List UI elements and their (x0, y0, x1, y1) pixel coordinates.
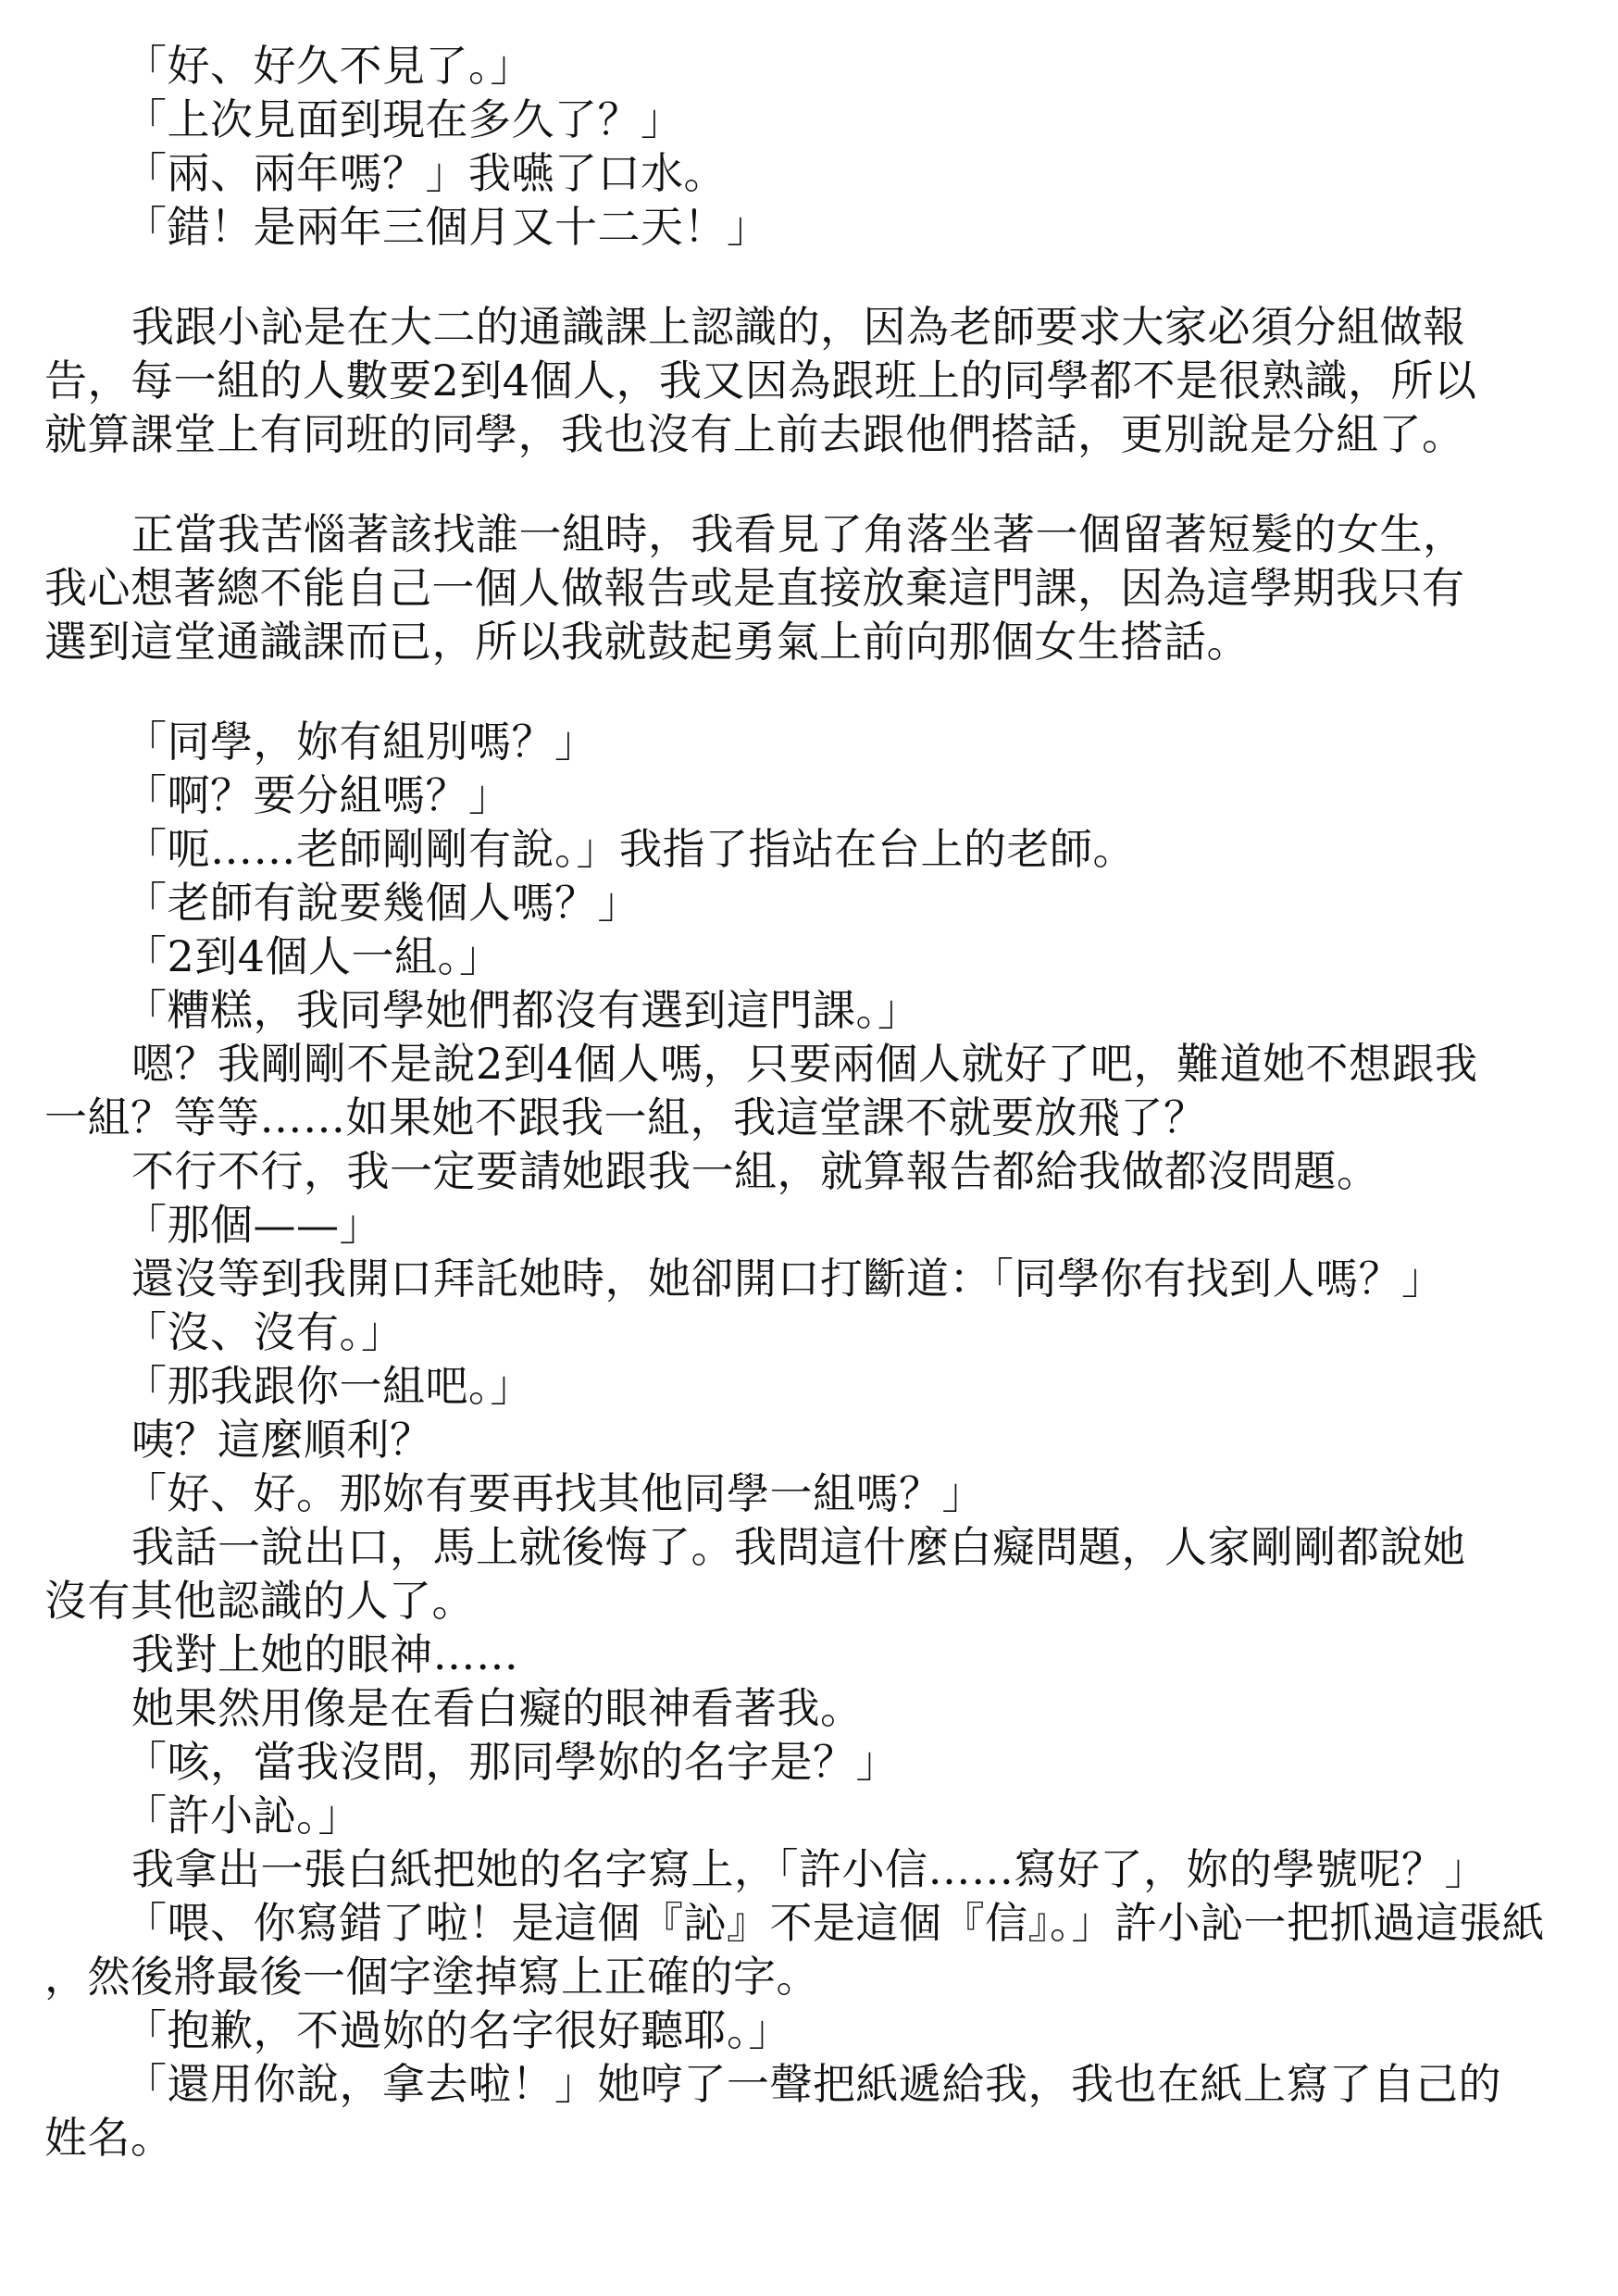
text-line: 一組？等等……如果她不跟我一組，我這堂課不就要放飛了？ (44, 1092, 1207, 1142)
text-line: 「呃……老師剛剛有說。」我指了指站在台上的老師。 (124, 824, 1136, 874)
paragraph-gap (44, 668, 1590, 715)
text-line: 「抱歉，不過妳的名字很好聽耶。」 (124, 2005, 791, 2055)
text-line: 「還用你說，拿去啦！」她哼了一聲把紙遞給我，我也在紙上寫了自己的 (124, 2059, 1501, 2109)
text-line: 「那個——」 (124, 1200, 382, 1250)
text-line: 「好、好。那妳有要再找其他同學一組嗎？」 (124, 1468, 985, 1518)
text-line: 選到這堂通識課而已，所以我就鼓起勇氣上前向那個女生搭話。 (44, 617, 1250, 667)
text-line: 不行不行，我一定要請她跟我一組，就算報告都給我做都沒問題。 (131, 1146, 1380, 1196)
text-line: 我對上她的眼神…… (131, 1629, 519, 1679)
text-line: 沒有其他認識的人了。 (44, 1576, 475, 1626)
text-line: 我心想著總不能自己一個人做報告或是直接放棄這門課，因為這學期我只有 (44, 563, 1465, 613)
text-line: 「咳，當我沒問，那同學妳的名字是？」 (124, 1737, 899, 1787)
text-line: 「錯！是兩年三個月又十二天！」 (124, 202, 770, 252)
text-line: ，然後將最後一個字塗掉寫上正確的字。 (44, 1952, 819, 2002)
text-line: 「2到4個人一組。」 (124, 931, 503, 981)
text-line: 我話一說出口，馬上就後悔了。我問這什麼白癡問題，人家剛剛都說她 (131, 1522, 1466, 1572)
text-line: 就算課堂上有同班的同學，我也沒有上前去跟他們搭話，更別說是分組了。 (44, 409, 1465, 459)
text-line: 嗯？我剛剛不是說2到4個人嗎，只要兩個人就好了吧，難道她不想跟我 (131, 1039, 1478, 1089)
text-line: 她果然用像是在看白癡的眼神看著我。 (131, 1683, 864, 1733)
text-line: 「兩、兩年嗎？」我嚥了口水。 (124, 148, 727, 198)
text-line: 「啊？要分組嗎？」 (124, 770, 512, 820)
text-line: 「好、好久不見了。」 (124, 41, 533, 91)
text-line: 姓名。 (44, 2113, 174, 2163)
text-line: 「同學，妳有組別嗎？」 (124, 717, 598, 767)
document-page (44, 39, 1590, 2165)
text-line: 「許小訫。」 (124, 1791, 361, 1841)
paragraph-gap (44, 461, 1590, 507)
text-line: 咦？這麼順利？ (131, 1415, 433, 1465)
text-line: 「那我跟你一組吧。」 (124, 1361, 533, 1411)
text-line: 我跟小訫是在大二的通識課上認識的，因為老師要求大家必須分組做報 (131, 302, 1466, 352)
text-line: 正當我苦惱著該找誰一組時，我看見了角落坐著一個留著短髮的女生， (131, 509, 1466, 559)
text-line: 還沒等到我開口拜託她時，她卻開口打斷道：「同學你有找到人嗎？」 (131, 1254, 1445, 1304)
text-line: 「糟糕，我同學她們都沒有選到這門課。」 (124, 985, 921, 1035)
text-line: 「沒、沒有。」 (124, 1307, 404, 1357)
text-line: 我拿出一張白紙把她的名字寫上，「許小信……寫好了，妳的學號呢？」 (131, 1844, 1487, 1894)
text-line: 告，每一組的人數要2到4個人，我又因為跟班上的同學都不是很熟識，所以 (44, 356, 1477, 406)
text-line: 「老師有說要幾個人嗎？」 (124, 878, 641, 928)
text-line: 「喂、你寫錯了啦！是這個『訫』不是這個『信』。」許小訫一把抓過這張紙 (124, 1898, 1545, 1948)
text-line: 「上次見面到現在多久了？」 (124, 94, 684, 144)
paragraph-gap (44, 254, 1590, 300)
